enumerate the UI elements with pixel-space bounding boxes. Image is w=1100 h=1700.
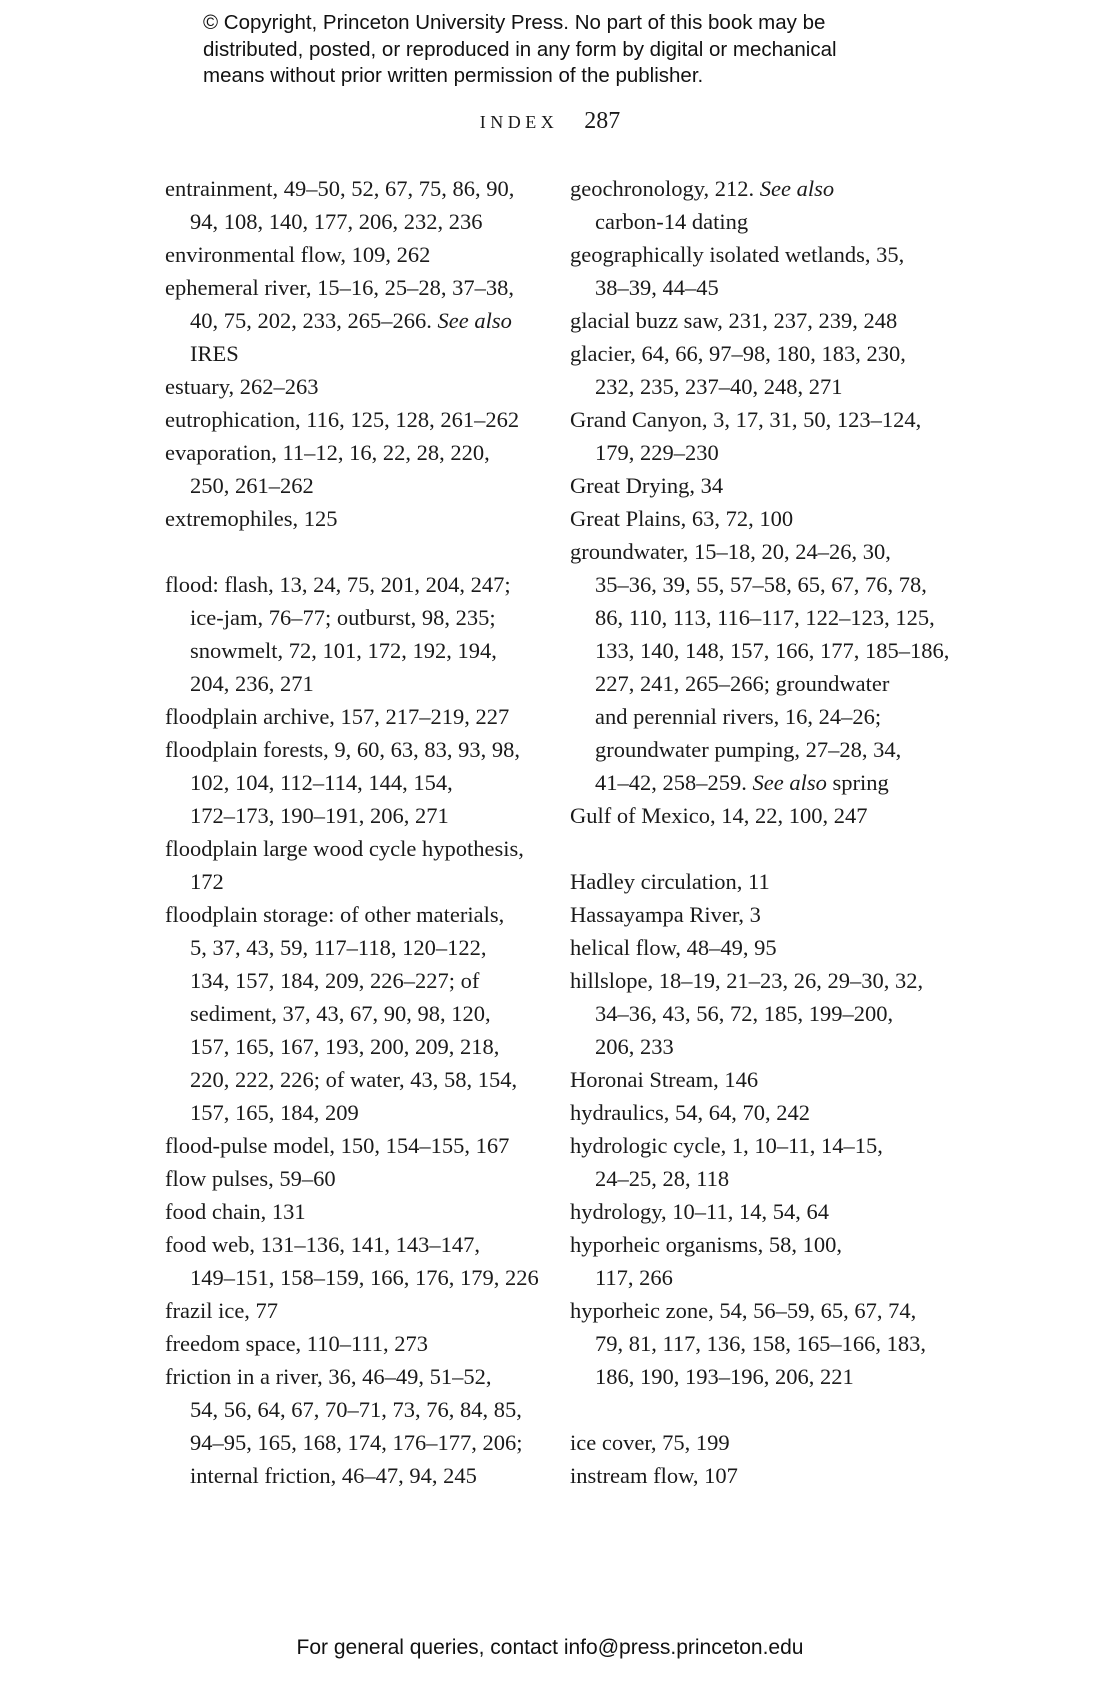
index-entry-text: environmental flow, 109, 262: [165, 242, 431, 267]
index-entry-text: ice-jam, 76–77; outburst, 98, 235;: [190, 605, 496, 630]
index-entry-continuation: [165, 997, 535, 1030]
index-entry: [165, 1294, 535, 1327]
index-entry: [570, 337, 950, 370]
index-entry: [570, 898, 950, 931]
index-entry-text: eutrophication, 116, 125, 128, 261–262: [165, 407, 520, 432]
index-entry-text: floodplain large wood cycle hypothesis,: [165, 836, 524, 861]
index-entry-continuation: [165, 1393, 535, 1426]
index-entry-text: glacial buzz saw, 231, 237, 239, 248: [570, 308, 898, 333]
index-entry-continuation: [165, 766, 535, 799]
index-entry-text: hyporheic organisms, 58, 100,: [570, 1232, 843, 1257]
index-column-left: [165, 172, 539, 1492]
page-number: 287: [584, 108, 621, 134]
footer-contact: For general queries, contact info@press.princeton.edu: [296, 1636, 804, 1659]
index-entry: [570, 304, 950, 337]
index-entry: [165, 172, 535, 205]
index-entry-text: carbon-14 dating: [595, 209, 749, 234]
index-entry-continuation: [165, 337, 535, 370]
index-entry-text: floodplain forests, 9, 60, 63, 83, 93, 98,: [165, 737, 520, 762]
index-entry-text: 206, 233: [595, 1034, 674, 1059]
index-entry-continuation: [165, 1096, 535, 1129]
running-head: [0, 108, 1100, 135]
index-entry-text: 250, 261–262: [190, 473, 314, 498]
index-entry: [570, 1096, 950, 1129]
index-entry-continuation: [570, 634, 950, 667]
see-also-reference: See also: [752, 770, 827, 795]
index-entry: [165, 832, 535, 865]
index-entry-text: flood-pulse model, 150, 154–155, 167: [165, 1133, 510, 1158]
index-entry-text: Great Plains, 63, 72, 100: [570, 506, 794, 531]
index-entry-continuation: [165, 304, 535, 337]
index-section-gap: [570, 832, 950, 865]
index-entry-continuation: [570, 436, 950, 469]
index-entry-continuation: [570, 1030, 950, 1063]
index-entry-text: ice cover, 75, 199: [570, 1430, 730, 1455]
index-entry-text: 172: [190, 869, 224, 894]
index-entry: [165, 1162, 535, 1195]
index-entry: [165, 898, 535, 931]
index-entry: [165, 568, 535, 601]
index-entry-text: flow pulses, 59–60: [165, 1166, 336, 1191]
index-entry: [165, 238, 535, 271]
index-entry-text: 34–36, 43, 56, 72, 185, 199–200,: [595, 1001, 894, 1026]
index-entry: [570, 1294, 950, 1327]
index-entry-text: 35–36, 39, 55, 57–58, 65, 67, 76, 78,: [595, 572, 927, 597]
index-entry: [570, 1426, 950, 1459]
index-entry-text: helical flow, 48–49, 95: [570, 935, 777, 960]
index-entry: [165, 370, 535, 403]
index-entry-text: hyporheic zone, 54, 56–59, 65, 67, 74,: [570, 1298, 917, 1323]
index-entry-text: 5, 37, 43, 59, 117–118, 120–122,: [190, 935, 487, 960]
index-entry-continuation: [570, 601, 950, 634]
index-entry-text: freedom space, 110–111, 273: [165, 1331, 429, 1356]
index-entry-continuation: [165, 667, 535, 700]
index-entry-text: 157, 165, 167, 193, 200, 209, 218,: [190, 1034, 500, 1059]
index-entry-text: groundwater pumping, 27–28, 34,: [595, 737, 902, 762]
index-entry-text: 117, 266: [595, 1265, 673, 1290]
index-entry-continuation: [570, 271, 950, 304]
index-entry-text: hydrologic cycle, 1, 10–11, 14–15,: [570, 1133, 883, 1158]
index-entry-continuation: [570, 1162, 950, 1195]
index-entry-text: 94, 108, 140, 177, 206, 232, 236: [190, 209, 483, 234]
index-entry-continuation: [570, 1327, 950, 1360]
index-entry: [165, 733, 535, 766]
see-also-reference: See also: [437, 308, 512, 333]
index-entry-text: 133, 140, 148, 157, 166, 177, 185–186,: [595, 638, 950, 663]
index-entry-continuation: [165, 1261, 539, 1294]
index-entry-text: internal friction, 46–47, 94, 245: [190, 1463, 477, 1488]
index-entry-text: food chain, 131: [165, 1199, 306, 1224]
index-entry-text: flood: flash, 13, 24, 75, 201, 204, 247;: [165, 572, 511, 597]
index-entry-text: IRES: [190, 341, 239, 366]
copyright-notice: [203, 10, 963, 90]
index-entry-text: 220, 222, 226; of water, 43, 58, 154,: [190, 1067, 518, 1092]
index-entry-continuation: [165, 799, 535, 832]
index-entry: [165, 1228, 535, 1261]
index-entry-text: Grand Canyon, 3, 17, 31, 50, 123–124,: [570, 407, 922, 432]
index-entry-continuation: [570, 667, 950, 700]
index-entry-text: 157, 165, 184, 209: [190, 1100, 359, 1125]
index-entry-text: 186, 190, 193–196, 206, 221: [595, 1364, 854, 1389]
index-entry-text: geochronology, 212.: [570, 176, 755, 201]
index-entry-text: hydraulics, 54, 64, 70, 242: [570, 1100, 810, 1125]
index-entry-text: 41–42, 258–259.: [595, 770, 747, 795]
index-entry-text: evaporation, 11–12, 16, 22, 28, 220,: [165, 440, 490, 465]
index-entry: [165, 1360, 535, 1393]
index-entry-text: friction in a river, 36, 46–49, 51–52,: [165, 1364, 492, 1389]
index-entry: [570, 865, 950, 898]
index-entry: [570, 502, 950, 535]
index-entry-text: floodplain storage: of other materials,: [165, 902, 505, 927]
index-entry: [165, 1129, 535, 1162]
index-entry-continuation: [570, 568, 950, 601]
index-entry-text: groundwater, 15–18, 20, 24–26, 30,: [570, 539, 891, 564]
index-entry-text: 40, 75, 202, 233, 265–266.: [190, 308, 432, 333]
index-entry-text: Hadley circulation, 11: [570, 869, 770, 894]
index-entry-continuation: [570, 1360, 950, 1393]
index-entry-text: 94–95, 165, 168, 174, 176–177, 206;: [190, 1430, 523, 1455]
index-entry-text: 232, 235, 237–40, 248, 271: [595, 374, 843, 399]
index-entry-continuation: [570, 766, 950, 799]
index-entry: [570, 1063, 950, 1096]
index-entry-continuation: [165, 601, 535, 634]
index-entry: [570, 1228, 950, 1261]
index-entry-continuation: [570, 370, 950, 403]
index-entry: [570, 1195, 950, 1228]
index-entry-text: 38–39, 44–45: [595, 275, 719, 300]
index-entry: [570, 964, 950, 997]
index-entry: [165, 1327, 535, 1360]
index-entry-text: ephemeral river, 15–16, 25–28, 37–38,: [165, 275, 515, 300]
index-entry-text: 227, 241, 265–266; groundwater: [595, 671, 890, 696]
index-entry: [570, 1129, 950, 1162]
index-entry-continuation: [165, 1063, 535, 1096]
index-entry: [570, 469, 950, 502]
index-entry-text: 24–25, 28, 118: [595, 1166, 730, 1191]
index-entry-text: food web, 131–136, 141, 143–147,: [165, 1232, 480, 1257]
index-entry: [570, 172, 950, 205]
index-entry-text: and perennial rivers, 16, 24–26;: [595, 704, 882, 729]
index-entry: [570, 931, 950, 964]
index-entry-text: Horonai Stream, 146: [570, 1067, 759, 1092]
copyright-line: distributed, posted, or reproduced in any form by digital or mechanical: [203, 37, 837, 61]
index-entry-continuation: [165, 1426, 535, 1459]
index-entry-text: 86, 110, 113, 116–117, 122–123, 125,: [595, 605, 935, 630]
index-entry: [570, 799, 950, 832]
index-entry-continuation: [165, 469, 535, 502]
index-entry-continuation: [570, 733, 950, 766]
see-also-reference: See also: [759, 176, 835, 201]
index-entry-text: extremophiles, 125: [165, 506, 338, 531]
index-column-right: [570, 172, 950, 1492]
index-entry: [165, 1195, 535, 1228]
index-entry: [570, 535, 950, 568]
index-entry-continuation: [570, 205, 950, 238]
index-entry-text: sediment, 37, 43, 67, 90, 98, 120,: [190, 1001, 491, 1026]
index-entry-continuation: [570, 1261, 950, 1294]
index-entry-continuation: [570, 700, 950, 733]
index-entry: [165, 502, 535, 535]
index-entry-text: geographically isolated wetlands, 35,: [570, 242, 905, 267]
index-entry-continuation: [165, 205, 535, 238]
index-entry: [165, 700, 535, 733]
index-entry-text: Gulf of Mexico, 14, 22, 100, 247: [570, 803, 868, 828]
index-entry-text: entrainment, 49–50, 52, 67, 75, 86, 90,: [165, 176, 515, 201]
index-entry: [570, 238, 950, 271]
index-entry-text: hillslope, 18–19, 21–23, 26, 29–30, 32,: [570, 968, 924, 993]
index-entry-text: floodplain archive, 157, 217–219, 227: [165, 704, 510, 729]
index-section-gap: [165, 535, 535, 568]
index-entry-continuation: [165, 1459, 535, 1492]
index-entry-text: Hassayampa River, 3: [570, 902, 761, 927]
index-entry: [570, 403, 950, 436]
index-section-gap: [570, 1393, 950, 1426]
index-entry: [165, 436, 535, 469]
index-entry: [570, 1459, 950, 1492]
index-entry-text: frazil ice, 77: [165, 1298, 279, 1323]
index-entry-text: 204, 236, 271: [190, 671, 314, 696]
index-entry-text: 54, 56, 64, 67, 70–71, 73, 76, 84, 85,: [190, 1397, 522, 1422]
index-entry-text: instream flow, 107: [570, 1463, 738, 1488]
index-entry-continuation: [165, 634, 535, 667]
index-entry-continuation: [165, 931, 535, 964]
index-entry: [165, 271, 535, 304]
see-also-target: spring: [832, 770, 889, 795]
copyright-line: means without prior written permission of the publisher.: [203, 64, 704, 87]
running-head-title: INDEX: [479, 112, 559, 132]
index-entry-text: hydrology, 10–11, 14, 54, 64: [570, 1199, 829, 1224]
copyright-line: © Copyright, Princeton University Press. No part of this book may be: [203, 11, 826, 34]
index-entry-text: 172–173, 190–191, 206, 271: [190, 803, 449, 828]
index-entry-continuation: [165, 865, 535, 898]
index-entry-continuation: [165, 1030, 535, 1063]
index-entry-text: 79, 81, 117, 136, 158, 165–166, 183,: [595, 1331, 927, 1356]
index-entry-text: 149–151, 158–159, 166, 176, 179, 226: [190, 1265, 539, 1290]
index-entry-text: estuary, 262–263: [165, 374, 319, 399]
index-entry-text: 179, 229–230: [595, 440, 719, 465]
index-entry-text: Great Drying, 34: [570, 473, 724, 498]
index-entry-text: glacier, 64, 66, 97–98, 180, 183, 230,: [570, 341, 906, 366]
index-entry-text: snowmelt, 72, 101, 172, 192, 194,: [190, 638, 497, 663]
index-entry-continuation: [165, 964, 535, 997]
index-entry: [165, 403, 535, 436]
index-entry-text: 102, 104, 112–114, 144, 154,: [190, 770, 453, 795]
index-entry-text: 134, 157, 184, 209, 226–227; of: [190, 968, 480, 993]
index-entry-continuation: [570, 997, 950, 1030]
